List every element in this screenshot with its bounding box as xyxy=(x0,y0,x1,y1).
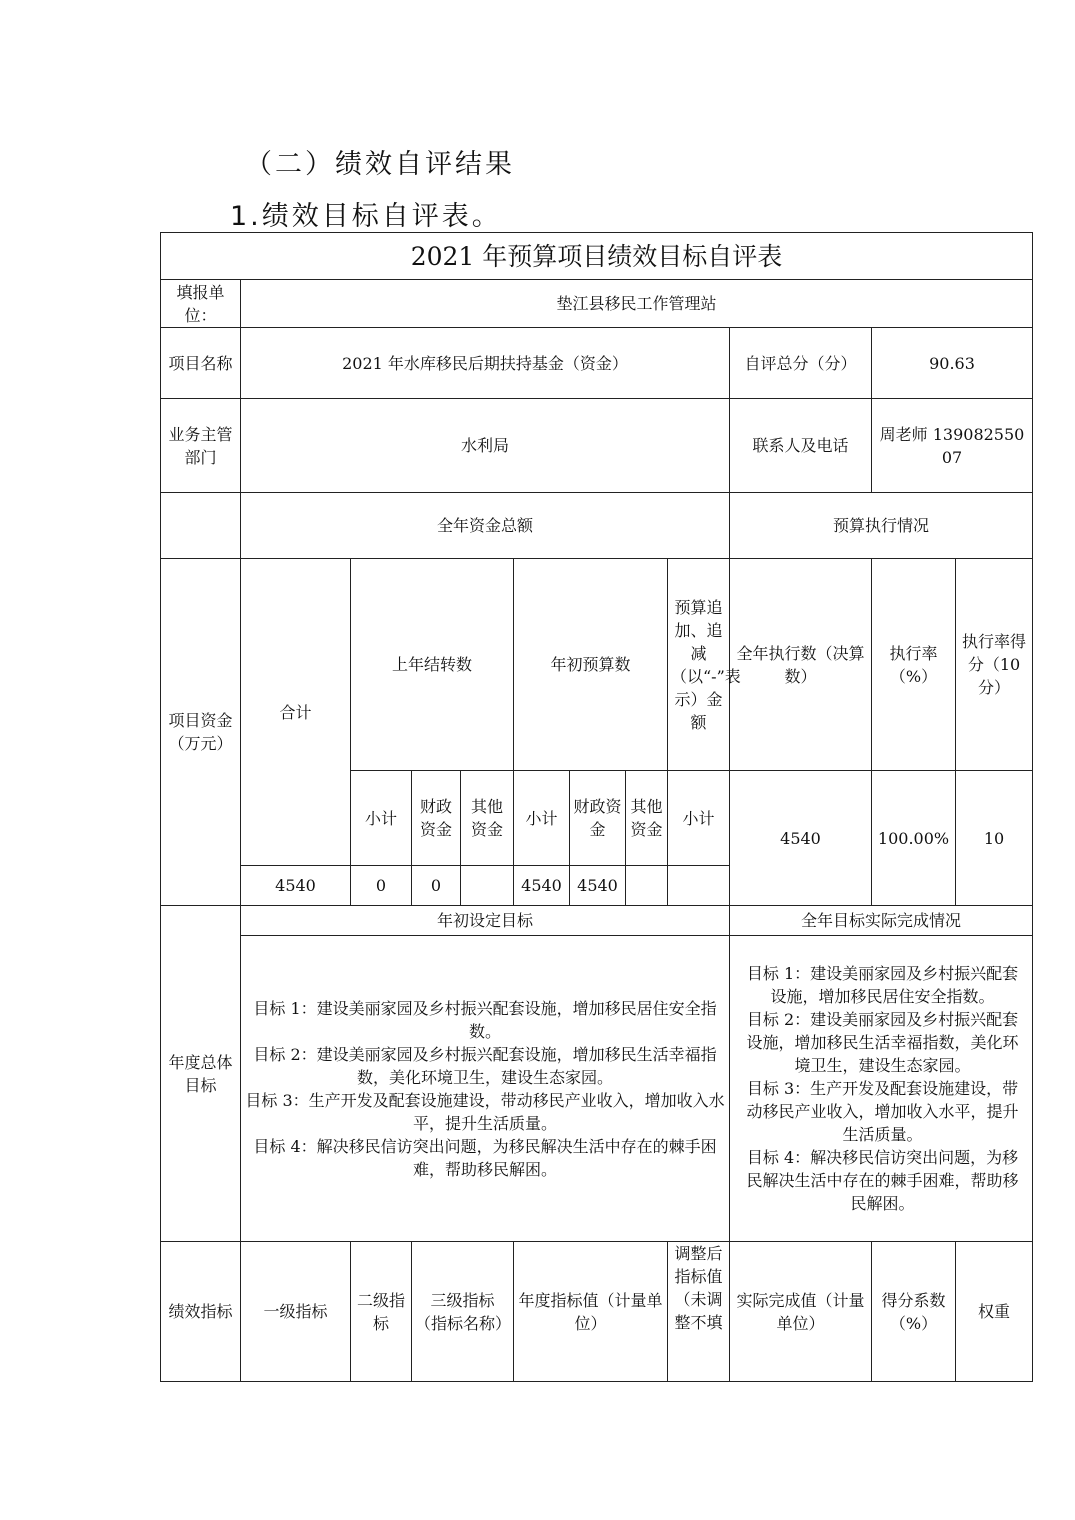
exec-rate-value: 100.00% xyxy=(872,771,956,906)
dept-value: 水利局 xyxy=(241,399,730,493)
total-label: 合计 xyxy=(241,559,351,866)
project-name-value: 2021 年水库移民后期扶持基金（资金） xyxy=(241,328,730,399)
initial-goal-header: 年初设定目标 xyxy=(241,906,730,936)
prev-fiscal-label: 财政资金 xyxy=(412,771,461,866)
annual-goal-label: 年度总体目标 xyxy=(161,906,241,1242)
initial-goal-1: 目标 1：建设美丽家园及乡村振兴配套设施，增加移民居住安全指数。 xyxy=(253,998,717,1041)
score-value: 90.63 xyxy=(872,328,1033,399)
init-subtotal-label: 小计 xyxy=(514,771,570,866)
adjust-subtotal-label: 小计 xyxy=(668,771,730,866)
level3-header: 三级指标（指标名称） xyxy=(412,1242,514,1382)
actual-goal-1: 目标 1：建设美丽家园及乡村振兴配套设施，增加移民居住安全指数。 xyxy=(746,964,1019,1006)
adjust-label: 预算追加、追减（以“-”表示）金额 xyxy=(668,559,730,771)
annual-exec-value: 4540 xyxy=(730,771,872,906)
prev-fiscal-value: 0 xyxy=(412,866,461,906)
score-coef-header: 得分系数（%） xyxy=(872,1242,956,1382)
actual-goal-header: 全年目标实际完成情况 xyxy=(730,906,1033,936)
prev-subtotal-value: 0 xyxy=(351,866,412,906)
prev-carry-label: 上年结转数 xyxy=(351,559,514,771)
level2-header: 二级指标 xyxy=(351,1242,412,1382)
exec-score-value: 10 xyxy=(956,771,1033,906)
funds-total-header: 全年资金总额 xyxy=(241,493,730,559)
init-other-value xyxy=(626,866,668,906)
annual-exec-label: 全年执行数（决算数） xyxy=(730,559,872,771)
unit-value: 垫江县移民工作管理站 xyxy=(241,280,1033,328)
adjust-subtotal-value xyxy=(668,866,730,906)
initial-goal-2: 目标 2：建设美丽家园及乡村振兴配套设施，增加移民生活幸福指数，美化环境卫生，建设生态家园。 xyxy=(253,1044,717,1087)
funds-label: 项目资金（万元） xyxy=(161,559,241,906)
initial-budget-label: 年初预算数 xyxy=(514,559,668,771)
init-fiscal-label: 财政资金 xyxy=(570,771,626,866)
dept-label: 业务主管部门 xyxy=(161,399,241,493)
init-fiscal-value: 4540 xyxy=(570,866,626,906)
prev-other-label: 其他资金 xyxy=(461,771,514,866)
exec-rate-label: 执行率（%） xyxy=(872,559,956,771)
actual-goals-text xyxy=(730,936,1033,1242)
subsection-heading: 1.绩效目标自评表。 xyxy=(230,201,502,232)
initial-goal-3: 目标 3：生产开发及配套设施建设，带动移民产业收入，增加收入水平，提升生活质量。 xyxy=(245,1090,725,1133)
contact-value: 周老师 13908255007 xyxy=(872,399,1033,493)
empty-cell xyxy=(161,493,241,559)
contact-label: 联系人及电话 xyxy=(730,399,872,493)
perf-indicator-label: 绩效指标 xyxy=(161,1242,241,1382)
exec-score-label: 执行率得分（10分） xyxy=(956,559,1033,771)
score-label: 自评总分（分） xyxy=(730,328,872,399)
initial-goals-text xyxy=(241,936,730,1242)
actual-goal-3: 目标 3：生产开发及配套设施建设，带动移民产业收入，增加收入水平，提升生活质量。 xyxy=(746,1079,1019,1144)
actual-goal-2: 目标 2：建设美丽家园及乡村振兴配套设施，增加移民生活幸福指数，美化环境卫生，建设生态家园。 xyxy=(746,1010,1019,1075)
weight-header: 权重 xyxy=(956,1242,1033,1382)
initial-goal-4: 目标 4：解决移民信访突出问题，为移民解决生活中存在的棘手困难，帮助移民解困。 xyxy=(253,1136,717,1179)
actual-value-header: 实际完成值（计量单位） xyxy=(730,1242,872,1382)
performance-evaluation-table xyxy=(160,232,1033,1382)
prev-subtotal-label: 小计 xyxy=(351,771,412,866)
budget-exec-header: 预算执行情况 xyxy=(730,493,1033,559)
total-value: 4540 xyxy=(241,866,351,906)
annual-value-header: 年度指标值（计量单位） xyxy=(514,1242,668,1382)
prev-other-value xyxy=(461,866,514,906)
project-name-label: 项目名称 xyxy=(161,328,241,399)
init-subtotal-value: 4540 xyxy=(514,866,570,906)
actual-goal-4: 目标 4：解决移民信访突出问题，为移民解决生活中存在的棘手困难，帮助移民解困。 xyxy=(746,1148,1019,1213)
adjusted-value-header: 调整后指标值（未调整不填 xyxy=(668,1242,730,1382)
level1-header: 一级指标 xyxy=(241,1242,351,1382)
table-title: 2021 年预算项目绩效目标自评表 xyxy=(161,233,1033,280)
unit-label: 填报单位： xyxy=(161,280,241,328)
init-other-label: 其他资金 xyxy=(626,771,668,866)
section-heading: （二）绩效自评结果 xyxy=(245,149,515,180)
